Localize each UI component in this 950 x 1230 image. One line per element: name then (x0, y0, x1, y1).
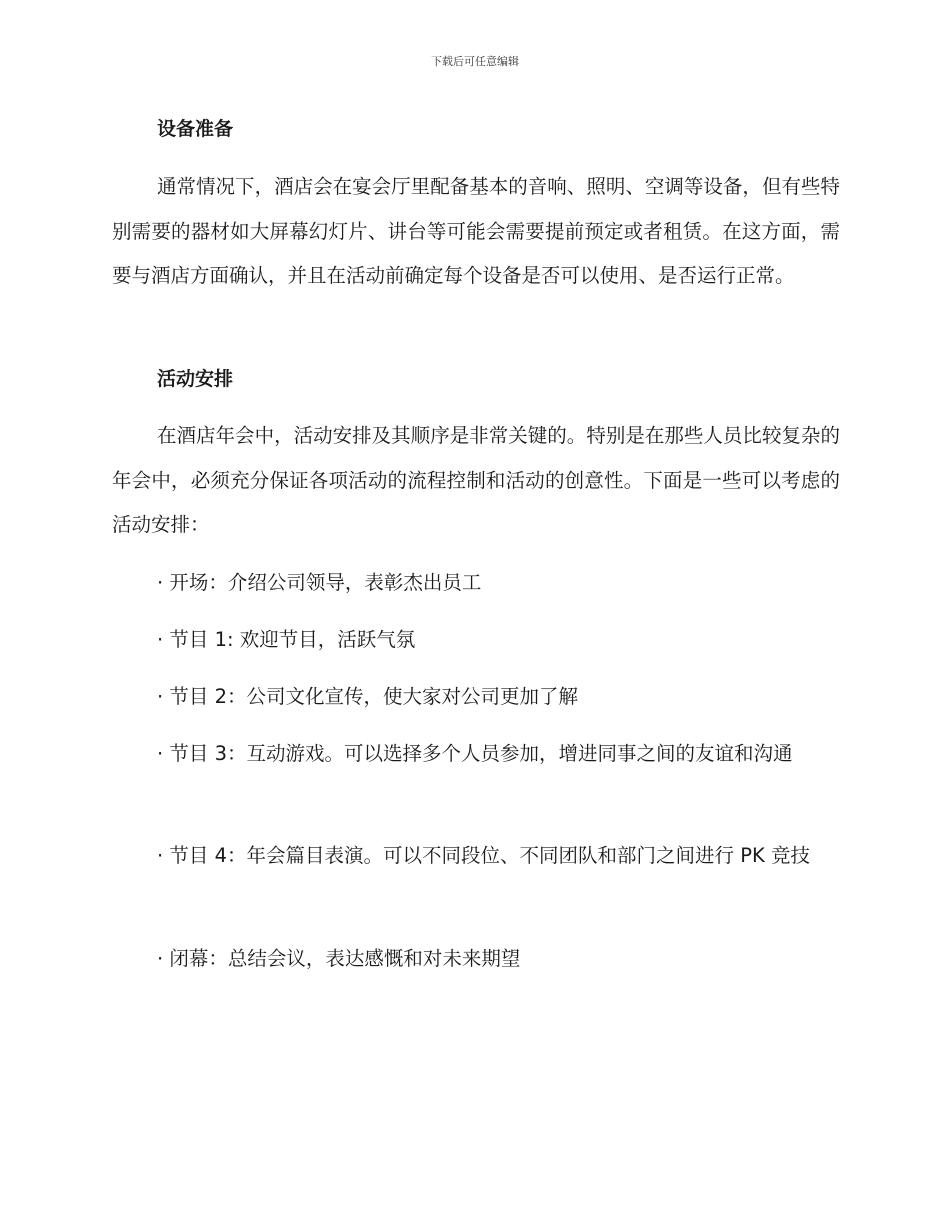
activity-item-program-2: · 节目 2：公司文化宣传，使大家对公司更加了解 (157, 685, 579, 708)
section-heading-equipment: 设备准备 (157, 118, 234, 140)
section-paragraph-equipment: 通常情况下，酒店会在宴会厅里配备基本的音响、照明、空调等设备，但有些特别需要的器材如大屏幕幻灯片、讲台等可能会需要提前预定或者租赁。在这方面，需要与酒店方面确认，并且在活动前确定每个设备是否可以使用、是否运行正常。 (112, 175, 840, 287)
activity-item-opening: · 开场：介绍公司领导，表彰杰出员工 (157, 571, 482, 594)
activity-item-program-3: · 节目 3：互动游戏。可以选择多个人员参加，增进同事之间的友谊和沟通 (157, 742, 793, 765)
section-heading-activities: 活动安排 (157, 368, 234, 390)
activity-item-program-1: · 节目 1: 欢迎节目，活跃气氛 (157, 628, 416, 651)
activity-item-program-4: · 节目 4：年会篇目表演。可以不同段位、不同团队和部门之间进行 PK 竞技 (157, 844, 810, 867)
page-header-note: 下载后可任意编辑 (431, 55, 519, 68)
section-paragraph-activities: 在酒店年会中，活动安排及其顺序是非常关键的。特别是在那些人员比较复杂的年会中，必须充分保证各项活动的流程控制和活动的创意性。下面是一些可以考虑的活动安排： (112, 424, 840, 536)
activity-item-closing: · 闭幕：总结会议，表达感慨和对未来期望 (157, 947, 521, 970)
